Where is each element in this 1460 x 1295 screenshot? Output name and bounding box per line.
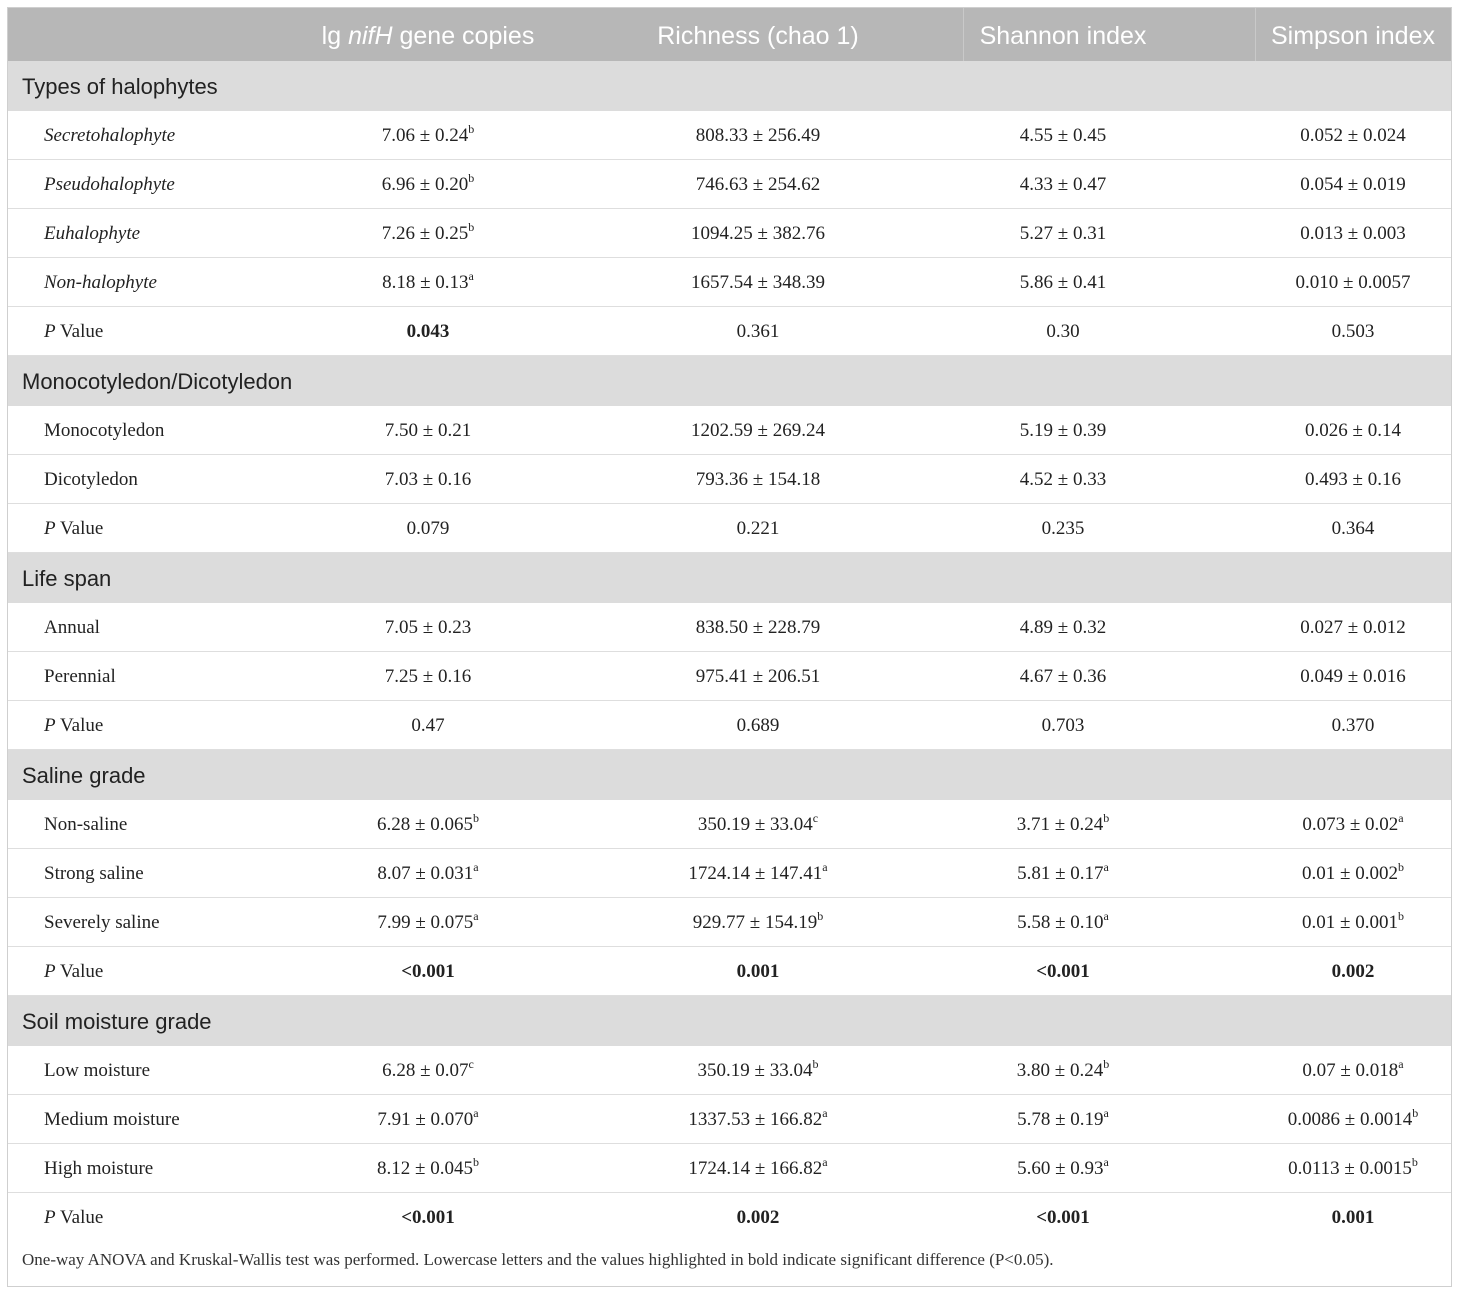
- row-label: High moisture: [44, 1158, 154, 1179]
- table-cell: [318, 603, 538, 652]
- group-header-row: Soil moisture grade: [8, 996, 1451, 1046]
- cell-value: 0.07 ± 0.018: [1302, 1060, 1399, 1081]
- significance-letter: b: [468, 171, 475, 185]
- table-cell: [638, 1046, 878, 1095]
- significance-letter: b: [1411, 1155, 1418, 1169]
- table-cell: [963, 849, 1163, 898]
- cell-value: 7.25 ± 0.16: [384, 666, 472, 687]
- group-header-row: Saline grade: [8, 750, 1451, 800]
- cell-value: 1337.53 ± 166.82: [688, 1109, 823, 1130]
- cell-value: 350.19 ± 33.04: [697, 1060, 813, 1081]
- cell-value: 1724.14 ± 166.82: [688, 1158, 823, 1179]
- table-cell: [963, 1144, 1163, 1193]
- p-value-cell: <0.001: [401, 1207, 455, 1228]
- p-value-cell: 0.221: [736, 518, 780, 539]
- significance-letter: a: [1103, 1155, 1109, 1169]
- cell-value: 5.27 ± 0.31: [1019, 223, 1107, 244]
- table-cell: [318, 209, 538, 258]
- row-label: [44, 1193, 103, 1242]
- table-cell: [638, 898, 878, 947]
- significance-letter: b: [1103, 811, 1110, 825]
- significance-letter: b: [472, 811, 479, 825]
- p-value-row: [8, 504, 1451, 553]
- row-label: Monocotyledon: [44, 420, 165, 441]
- table-cell: [963, 209, 1163, 258]
- table-cell: [638, 258, 878, 307]
- significance-letter: b: [817, 909, 824, 923]
- cell-value: 1202.59 ± 269.24: [691, 420, 825, 441]
- cell-value: 4.55 ± 0.45: [1019, 125, 1107, 146]
- cell-value: 4.52 ± 0.33: [1019, 469, 1107, 490]
- table-cell: [1258, 209, 1448, 258]
- p-value-cell: 0.703: [1041, 715, 1085, 736]
- header-separator: [1255, 8, 1256, 61]
- header-nifh-prefix: lg: [321, 22, 349, 50]
- table-row: [8, 603, 1451, 652]
- table-cell: [318, 652, 538, 701]
- cell-value: 808.33 ± 256.49: [695, 125, 821, 146]
- table-row: [8, 406, 1451, 455]
- p-value-label: Value: [55, 518, 104, 539]
- cell-value: 793.36 ± 154.18: [695, 469, 821, 490]
- significance-letter: b: [1397, 909, 1404, 923]
- table-cell: [1258, 1046, 1448, 1095]
- cell-value: 6.28 ± 0.07: [382, 1060, 469, 1081]
- table-cell: [318, 111, 538, 160]
- p-symbol: P: [44, 961, 56, 982]
- cell-value: 7.91 ± 0.070: [377, 1109, 474, 1130]
- header-simpson: Simpson index: [1271, 22, 1435, 50]
- header-nifh-gene-copies: [308, 8, 548, 61]
- table-cell: [963, 1046, 1163, 1095]
- cell-value: 5.86 ± 0.41: [1019, 272, 1107, 293]
- table-footnote: One-way ANOVA and Kruskal-Wallis test was performed. Lowercase letters and the values highlighted in bold indicate significant difference (P<0.05).: [22, 1250, 1054, 1269]
- significance-letter: a: [822, 1155, 828, 1169]
- p-symbol: P: [44, 518, 56, 539]
- row-label: Severely saline: [44, 912, 160, 933]
- cell-value: 5.78 ± 0.19: [1017, 1109, 1104, 1130]
- p-value-cell: 0.079: [406, 518, 450, 539]
- table-cell: [638, 1144, 878, 1193]
- cell-value: 3.71 ± 0.24: [1016, 814, 1104, 835]
- cell-value: 7.05 ± 0.23: [384, 617, 472, 638]
- p-value-label: Value: [55, 961, 104, 982]
- row-label: Medium moisture: [44, 1109, 180, 1130]
- table-cell: [638, 406, 878, 455]
- table-cell: [963, 652, 1163, 701]
- cell-value: 5.60 ± 0.93: [1017, 1158, 1104, 1179]
- table-row: [8, 898, 1451, 947]
- data-table: [7, 7, 1452, 1287]
- significance-letter: b: [468, 220, 475, 234]
- cell-value: 0.052 ± 0.024: [1300, 125, 1406, 146]
- row-label: Pseudohalophyte: [44, 174, 175, 195]
- cell-value: 4.89 ± 0.32: [1019, 617, 1107, 638]
- cell-value: 0.026 ± 0.14: [1305, 420, 1401, 441]
- table-cell: [1258, 1144, 1448, 1193]
- table-cell: [963, 603, 1163, 652]
- table-cell: [1258, 406, 1448, 455]
- cell-value: 0.010 ± 0.0057: [1295, 272, 1411, 293]
- table-cell: [318, 258, 538, 307]
- p-value-label: Value: [55, 715, 104, 736]
- table-row: [8, 1144, 1451, 1193]
- cell-value: 7.06 ± 0.24: [381, 125, 469, 146]
- cell-value: 0.054 ± 0.019: [1300, 174, 1406, 195]
- p-value-row: [8, 307, 1451, 356]
- p-value-label: Value: [55, 321, 104, 342]
- header-nifh-gene-name: nifH: [348, 22, 393, 50]
- cell-value: 5.81 ± 0.17: [1017, 863, 1104, 884]
- group-header-row: Types of halophytes: [8, 61, 1451, 111]
- table-cell: [1258, 111, 1448, 160]
- table-cell: [638, 1095, 878, 1144]
- row-label: Annual: [44, 617, 100, 638]
- significance-letter: a: [1398, 811, 1404, 825]
- cell-value: 1657.54 ± 348.39: [691, 272, 825, 293]
- cell-value: 746.63 ± 254.62: [695, 174, 821, 195]
- cell-value: 5.58 ± 0.10: [1017, 912, 1104, 933]
- table-cell: [638, 849, 878, 898]
- cell-value: 6.28 ± 0.065: [377, 814, 473, 835]
- p-value-cell: 0.370: [1331, 715, 1375, 736]
- p-value-cell: <0.001: [1036, 1207, 1090, 1228]
- significance-letter: c: [812, 811, 819, 825]
- table-cell: [318, 406, 538, 455]
- cell-value: 7.50 ± 0.21: [384, 420, 472, 441]
- table-cell: [963, 160, 1163, 209]
- table-cell: [1258, 849, 1448, 898]
- table-cell: [318, 898, 538, 947]
- p-symbol: P: [44, 715, 56, 736]
- significance-letter: b: [472, 1155, 479, 1169]
- p-value-cell: 0.001: [736, 961, 780, 982]
- group-header-row: Life span: [8, 553, 1451, 603]
- table-row: [8, 849, 1451, 898]
- table-cell: [1258, 603, 1448, 652]
- table-cell: [638, 603, 878, 652]
- p-value-cell: 0.002: [736, 1207, 780, 1228]
- row-label: [44, 947, 103, 996]
- table-cell: [638, 652, 878, 701]
- table-cell: [1258, 258, 1448, 307]
- cell-value: 1094.25 ± 382.76: [691, 223, 825, 244]
- cell-value: 929.77 ± 154.19: [692, 912, 818, 933]
- significance-letter: b: [1397, 860, 1404, 874]
- table-row: [8, 258, 1451, 307]
- p-value-cell: 0.503: [1331, 321, 1375, 342]
- row-label: Dicotyledon: [44, 469, 138, 490]
- row-label: Low moisture: [44, 1060, 151, 1081]
- p-value-row: [8, 701, 1451, 750]
- table-cell: [318, 849, 538, 898]
- significance-letter: c: [468, 1057, 474, 1071]
- table-cell: [1258, 800, 1448, 849]
- table-cell: [318, 1046, 538, 1095]
- p-value-cell: <0.001: [401, 961, 455, 982]
- table-row: [8, 111, 1451, 160]
- significance-letter: a: [1103, 909, 1109, 923]
- table-cell: [318, 1095, 538, 1144]
- table-cell: [638, 455, 878, 504]
- significance-letter: b: [468, 122, 475, 136]
- cell-value: 0.0113 ± 0.0015: [1288, 1158, 1412, 1179]
- p-value-cell: 0.001: [1331, 1207, 1375, 1228]
- p-value-cell: 0.002: [1331, 961, 1375, 982]
- table-cell: [1258, 160, 1448, 209]
- significance-letter: a: [473, 1106, 479, 1120]
- table-cell: [318, 160, 538, 209]
- table-cell: [963, 898, 1163, 947]
- table-row: [8, 1046, 1451, 1095]
- table-cell: [1258, 652, 1448, 701]
- cell-value: 7.99 ± 0.075: [377, 912, 474, 933]
- table-row: [8, 800, 1451, 849]
- table-cell: [963, 800, 1163, 849]
- p-symbol: P: [44, 321, 56, 342]
- header-nifh-suffix: gene copies: [392, 22, 535, 50]
- cell-value: 8.12 ± 0.045: [377, 1158, 473, 1179]
- table-cell: [638, 111, 878, 160]
- table-row: [8, 455, 1451, 504]
- p-value-cell: <0.001: [1036, 961, 1090, 982]
- cell-value: 4.33 ± 0.47: [1019, 174, 1107, 195]
- significance-letter: a: [1103, 1106, 1109, 1120]
- p-value-cell: 0.043: [406, 321, 450, 342]
- row-label: Secretohalophyte: [44, 125, 176, 146]
- table-cell: [638, 800, 878, 849]
- significance-letter: b: [812, 1057, 819, 1071]
- significance-letter: b: [1103, 1057, 1110, 1071]
- significance-letter: a: [1103, 860, 1109, 874]
- significance-letter: b: [1412, 1106, 1419, 1120]
- table-cell: [963, 1095, 1163, 1144]
- header-richness: Richness (chao 1): [657, 22, 859, 50]
- table-row: [8, 652, 1451, 701]
- row-label: Non-saline: [44, 814, 128, 835]
- table-row: [8, 209, 1451, 258]
- cell-value: 7.26 ± 0.25: [381, 223, 469, 244]
- table-cell: [318, 455, 538, 504]
- table-cell: [638, 160, 878, 209]
- table-cell: [1258, 455, 1448, 504]
- p-value-cell: 0.47: [411, 715, 445, 736]
- p-value-cell: 0.235: [1041, 518, 1085, 539]
- table-cell: [963, 455, 1163, 504]
- row-label: [44, 307, 103, 356]
- row-label: Perennial: [44, 666, 116, 687]
- table-cell: [963, 406, 1163, 455]
- table-cell: [638, 209, 878, 258]
- significance-letter: a: [822, 1106, 828, 1120]
- cell-value: 0.01 ± 0.001: [1302, 912, 1398, 933]
- table-cell: [318, 1144, 538, 1193]
- cell-value: 8.07 ± 0.031: [377, 863, 474, 884]
- p-value-row: [8, 1193, 1451, 1242]
- cell-value: 0.0086 ± 0.0014: [1287, 1109, 1413, 1130]
- cell-value: 350.19 ± 33.04: [697, 814, 813, 835]
- significance-letter: a: [1398, 1057, 1404, 1071]
- table-header: [8, 8, 1451, 61]
- cell-value: 0.013 ± 0.003: [1300, 223, 1406, 244]
- cell-value: 0.027 ± 0.012: [1300, 617, 1406, 638]
- table-cell: [963, 258, 1163, 307]
- p-value-cell: 0.30: [1046, 321, 1080, 342]
- p-value-cell: 0.689: [736, 715, 780, 736]
- row-label: Euhalophyte: [44, 223, 141, 244]
- significance-letter: a: [468, 269, 474, 283]
- row-label: [44, 701, 103, 750]
- significance-letter: a: [473, 860, 479, 874]
- cell-value: 6.96 ± 0.20: [381, 174, 469, 195]
- table-cell: [318, 800, 538, 849]
- significance-letter: a: [822, 860, 828, 874]
- cell-value: 0.073 ± 0.02: [1302, 814, 1399, 835]
- table-cell: [1258, 1095, 1448, 1144]
- cell-value: 1724.14 ± 147.41: [688, 863, 823, 884]
- p-value-cell: 0.361: [736, 321, 780, 342]
- table-cell: [1258, 898, 1448, 947]
- cell-value: 838.50 ± 228.79: [695, 617, 821, 638]
- p-value-label: Value: [55, 1207, 104, 1228]
- table-row: [8, 160, 1451, 209]
- cell-value: 0.493 ± 0.16: [1305, 469, 1401, 490]
- p-value-row: [8, 947, 1451, 996]
- cell-value: 7.03 ± 0.16: [384, 469, 472, 490]
- cell-value: 4.67 ± 0.36: [1019, 666, 1107, 687]
- row-label: [44, 504, 103, 553]
- row-label: Non-halophyte: [44, 272, 157, 293]
- cell-value: 0.049 ± 0.016: [1300, 666, 1406, 687]
- header-shannon: Shannon index: [979, 22, 1147, 50]
- table-row: [8, 1095, 1451, 1144]
- cell-value: 5.19 ± 0.39: [1019, 420, 1107, 441]
- cell-value: 8.18 ± 0.13: [382, 272, 469, 293]
- table-cell: [963, 111, 1163, 160]
- group-header-row: Monocotyledon/Dicotyledon: [8, 356, 1451, 406]
- cell-value: 3.80 ± 0.24: [1016, 1060, 1104, 1081]
- significance-letter: a: [473, 909, 479, 923]
- p-symbol: P: [44, 1207, 56, 1228]
- cell-value: 0.01 ± 0.002: [1302, 863, 1398, 884]
- cell-value: 975.41 ± 206.51: [695, 666, 821, 687]
- p-value-cell: 0.364: [1331, 518, 1375, 539]
- row-label: Strong saline: [44, 863, 144, 884]
